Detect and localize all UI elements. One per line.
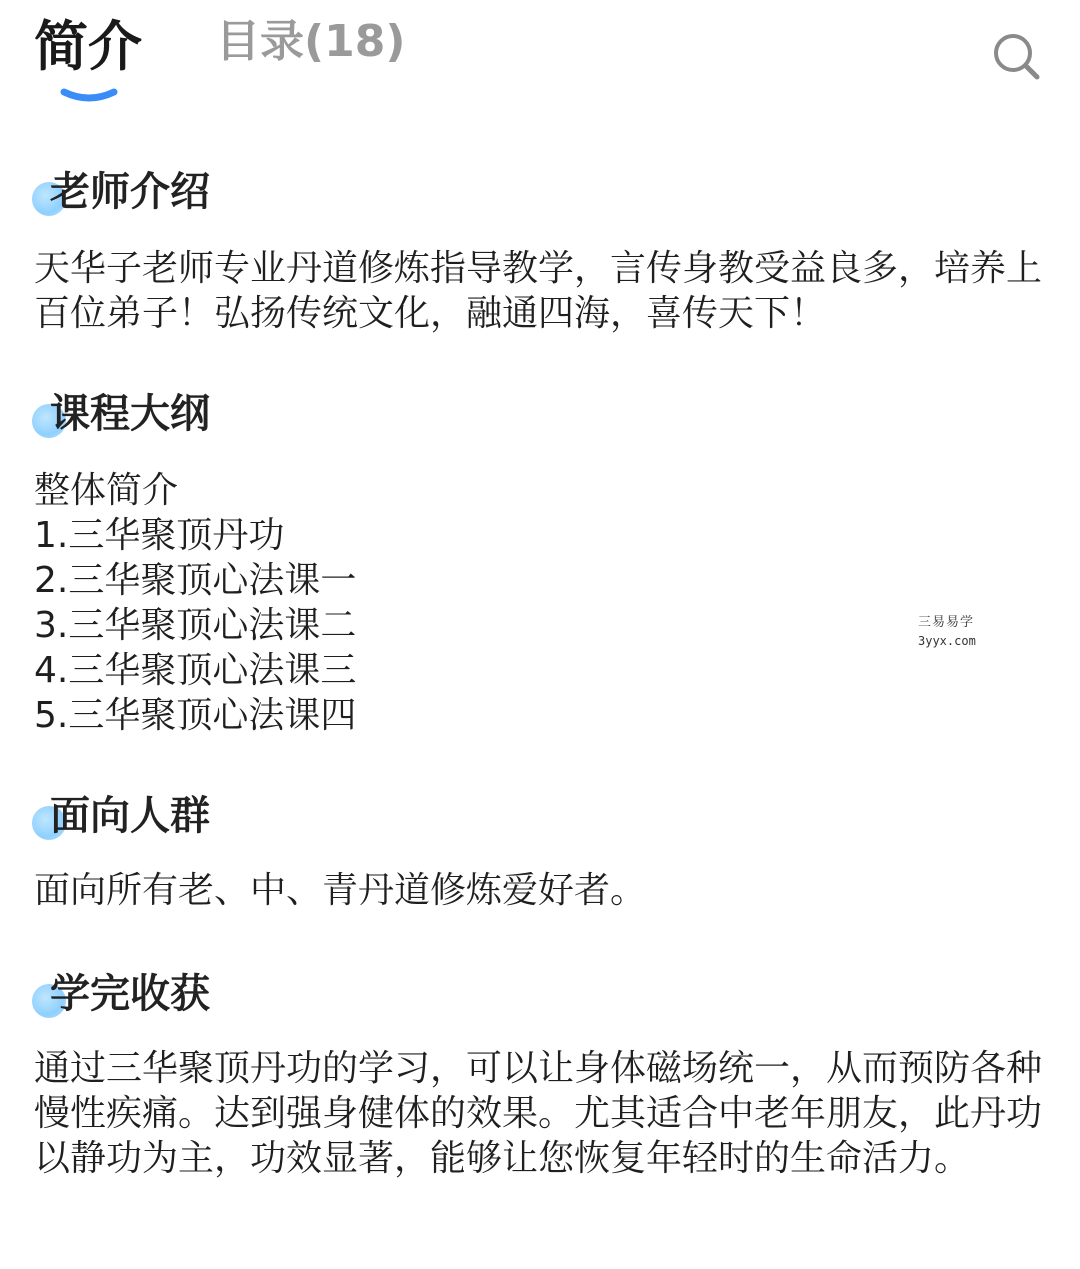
audience-description: 面向所有老、中、青丹道修炼爱好者。 [34, 870, 647, 911]
list-item: 2.三华聚顶心法课一 [34, 560, 357, 601]
watermark-text: 三易易学 [918, 615, 975, 630]
tab-catalog[interactable]: 目录(18) [216, 16, 406, 67]
course-outline-list [34, 468, 834, 738]
section-title-text: 老师介绍 [50, 169, 210, 215]
section-title-outline [32, 386, 210, 442]
section-title-text: 课程大纲 [50, 391, 210, 437]
list-item: 4.三华聚顶心法课三 [34, 650, 357, 691]
section-title-teacher [32, 164, 210, 220]
search-icon [990, 30, 1042, 82]
tab-active-indicator [60, 88, 118, 104]
search-button[interactable] [990, 30, 1042, 82]
tab-intro[interactable]: 简介 [34, 15, 142, 78]
watermark [918, 614, 998, 650]
list-item: 5.三华聚顶心法课四 [34, 695, 357, 736]
section-title-gains [32, 966, 210, 1022]
list-item: 整体简介 [34, 470, 179, 511]
list-item: 1.三华聚顶丹功 [34, 515, 285, 556]
teacher-description: 天华子老师专业丹道修炼指导教学，言传身教受益良多，培养上百位弟子！弘扬传统文化，融通四海，喜传天下！ [34, 248, 1043, 334]
section-title-audience [32, 788, 210, 844]
section-title-text: 学完收获 [50, 971, 210, 1017]
section-title-text: 面向人群 [50, 793, 210, 839]
tab-bar [0, 0, 1080, 120]
gains-description: 通过三华聚顶丹功的学习，可以让身体磁场统一，从而预防各种慢性疾痛。达到强身健体的效果。尤其适合中老年朋友，此丹功以静功为主，功效显著，能够让您恢复年轻时的生命活力。 [34, 1048, 1043, 1179]
list-item: 3.三华聚顶心法课二 [34, 605, 357, 646]
watermark-url: 3yyx.com [918, 634, 976, 648]
